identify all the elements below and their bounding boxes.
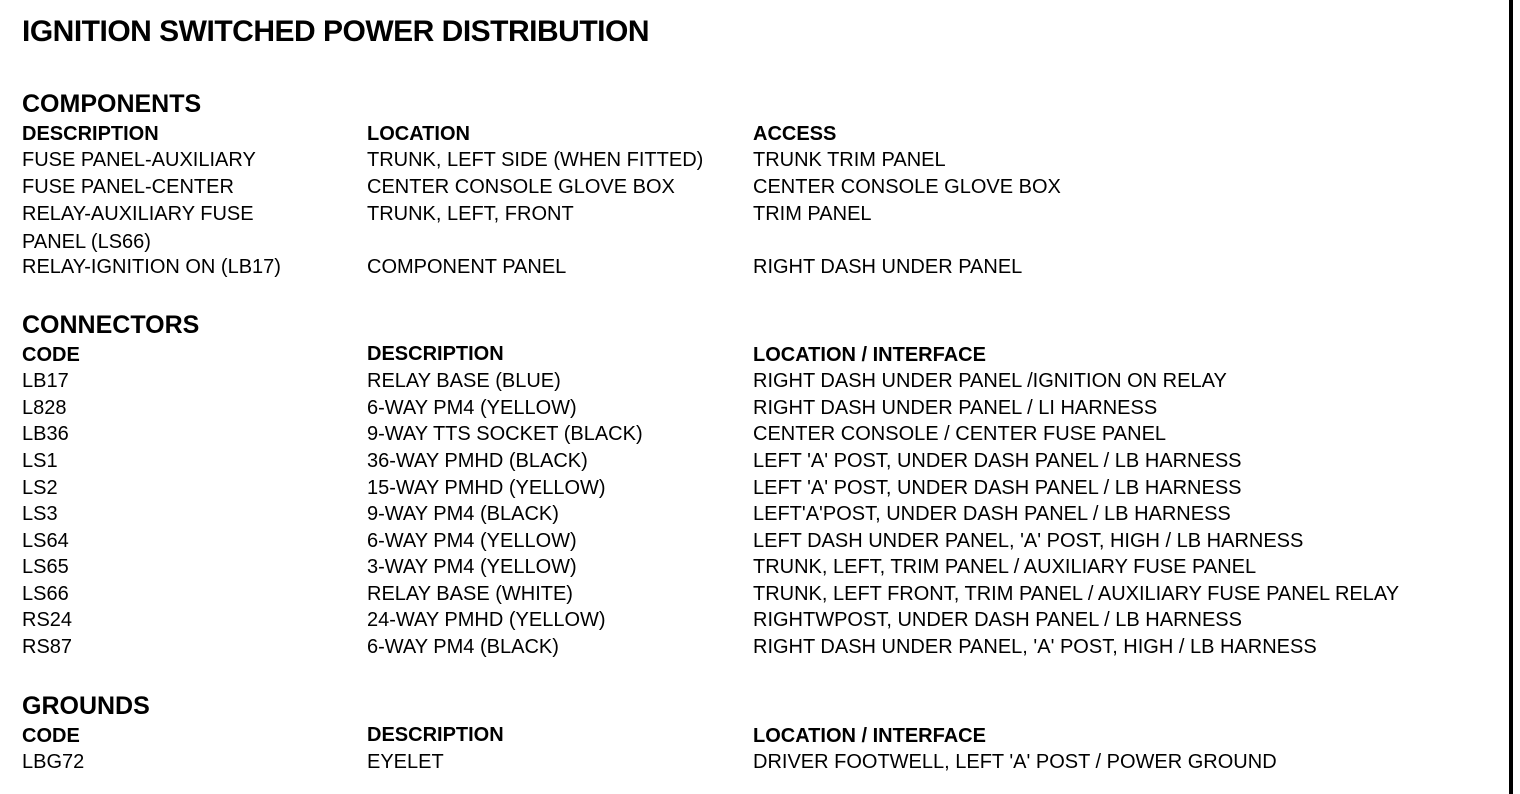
grounds-header-description: DESCRIPTION bbox=[367, 724, 504, 746]
connectors-row bbox=[0, 475, 1505, 501]
connector-location: LEFT 'A' POST, UNDER DASH PANEL / LB HARNESS bbox=[753, 477, 1242, 499]
grounds-row bbox=[0, 749, 1505, 775]
connectors-heading: CONNECTORS bbox=[22, 311, 200, 339]
connector-description: 36-WAY PMHD (BLACK) bbox=[367, 450, 588, 472]
connector-code: LS2 bbox=[22, 477, 58, 499]
ground-description: EYELET bbox=[367, 751, 444, 773]
component-access: TRIM PANEL bbox=[753, 203, 872, 225]
connectors-header-row bbox=[0, 342, 1505, 368]
connector-description: 6-WAY PM4 (YELLOW) bbox=[367, 397, 577, 419]
connector-location: LEFT'A'POST, UNDER DASH PANEL / LB HARNESS bbox=[753, 503, 1231, 525]
connector-location: TRUNK, LEFT, TRIM PANEL / AUXILIARY FUSE PANEL bbox=[753, 556, 1257, 578]
component-description: FUSE PANEL-AUXILIARY bbox=[22, 149, 256, 171]
connector-location: RIGHT DASH UNDER PANEL /IGNITION ON RELAY bbox=[753, 370, 1227, 392]
ground-location: DRIVER FOOTWELL, LEFT 'A' POST / POWER GROUND bbox=[753, 751, 1277, 773]
connectors-row bbox=[0, 528, 1505, 554]
connector-description: 6-WAY PM4 (BLACK) bbox=[367, 636, 559, 658]
components-heading: COMPONENTS bbox=[22, 90, 202, 118]
connector-location: RIGHT DASH UNDER PANEL / LI HARNESS bbox=[753, 397, 1158, 419]
connector-description: 3-WAY PM4 (YELLOW) bbox=[367, 556, 577, 578]
component-access: RIGHT DASH UNDER PANEL bbox=[753, 256, 1023, 278]
components-header-access: ACCESS bbox=[753, 123, 837, 145]
connector-location: RIGHT DASH UNDER PANEL, 'A' POST, HIGH / LB HARNESS bbox=[753, 636, 1317, 658]
connector-description: 15-WAY PMHD (YELLOW) bbox=[367, 477, 606, 499]
connector-location: LEFT 'A' POST, UNDER DASH PANEL / LB HARNESS bbox=[753, 450, 1242, 472]
connectors-row bbox=[0, 554, 1505, 580]
components-header-location: LOCATION bbox=[367, 123, 470, 145]
connectors-row bbox=[0, 368, 1505, 394]
connectors-row bbox=[0, 634, 1505, 660]
connector-location: CENTER CONSOLE / CENTER FUSE PANEL bbox=[753, 423, 1167, 445]
component-description: FUSE PANEL-CENTER bbox=[22, 176, 234, 198]
connectors-row bbox=[0, 421, 1505, 447]
component-location: CENTER CONSOLE GLOVE BOX bbox=[367, 176, 675, 198]
connectors-header-code: CODE bbox=[22, 344, 80, 366]
component-description: RELAY-AUXILIARY FUSE bbox=[22, 203, 254, 225]
components-row bbox=[0, 174, 1505, 200]
component-location: TRUNK, LEFT, FRONT bbox=[367, 203, 574, 225]
grounds-heading: GROUNDS bbox=[22, 692, 150, 720]
connector-location: TRUNK, LEFT FRONT, TRIM PANEL / AUXILIARY FUSE PANEL RELAY bbox=[753, 583, 1400, 605]
connector-code: LB36 bbox=[22, 423, 69, 445]
component-location: COMPONENT PANEL bbox=[367, 256, 567, 278]
component-description: RELAY-IGNITION ON (LB17) bbox=[22, 256, 281, 278]
connector-location: LEFT DASH UNDER PANEL, 'A' POST, HIGH / LB HARNESS bbox=[753, 530, 1304, 552]
grounds-header-row bbox=[0, 723, 1505, 749]
connector-description: 9-WAY PM4 (BLACK) bbox=[367, 503, 559, 525]
connectors-header-description: DESCRIPTION bbox=[367, 343, 504, 365]
connectors-row bbox=[0, 607, 1505, 633]
connector-code: LB17 bbox=[22, 370, 69, 392]
component-access: CENTER CONSOLE GLOVE BOX bbox=[753, 176, 1061, 198]
components-header-row bbox=[0, 121, 1505, 147]
connector-code: L828 bbox=[22, 397, 67, 419]
connector-description: RELAY BASE (BLUE) bbox=[367, 370, 561, 392]
connector-location: RIGHTWPOST, UNDER DASH PANEL / LB HARNESS bbox=[753, 609, 1242, 631]
page-title: IGNITION SWITCHED POWER DISTRIBUTION bbox=[22, 15, 649, 48]
connector-description: RELAY BASE (WHITE) bbox=[367, 583, 573, 605]
ground-code: LBG72 bbox=[22, 751, 85, 773]
connectors-header-location: LOCATION / INTERFACE bbox=[753, 344, 986, 366]
connectors-row bbox=[0, 581, 1505, 607]
components-row bbox=[0, 201, 1505, 227]
connector-description: 6-WAY PM4 (YELLOW) bbox=[367, 530, 577, 552]
components-row bbox=[0, 147, 1505, 173]
grounds-header-code: CODE bbox=[22, 725, 80, 747]
connector-code: LS66 bbox=[22, 583, 69, 605]
connector-code: RS87 bbox=[22, 636, 73, 658]
connector-description: 24-WAY PMHD (YELLOW) bbox=[367, 609, 606, 631]
connector-code: LS1 bbox=[22, 450, 58, 472]
connector-code: RS24 bbox=[22, 609, 73, 631]
grounds-header-location: LOCATION / INTERFACE bbox=[753, 725, 986, 747]
component-location: TRUNK, LEFT SIDE (WHEN FITTED) bbox=[367, 149, 704, 171]
components-header-description: DESCRIPTION bbox=[22, 123, 159, 145]
connector-code: LS65 bbox=[22, 556, 69, 578]
page-edge-rule bbox=[1509, 0, 1513, 794]
connectors-row bbox=[0, 395, 1505, 421]
connectors-row bbox=[0, 501, 1505, 527]
connectors-row bbox=[0, 448, 1505, 474]
components-row bbox=[0, 254, 1505, 280]
component-access: TRUNK TRIM PANEL bbox=[753, 149, 946, 171]
connector-code: LS3 bbox=[22, 503, 58, 525]
connector-code: LS64 bbox=[22, 530, 69, 552]
component-description-continuation: PANEL (LS66) bbox=[22, 231, 151, 253]
connector-description: 9-WAY TTS SOCKET (BLACK) bbox=[367, 423, 643, 445]
